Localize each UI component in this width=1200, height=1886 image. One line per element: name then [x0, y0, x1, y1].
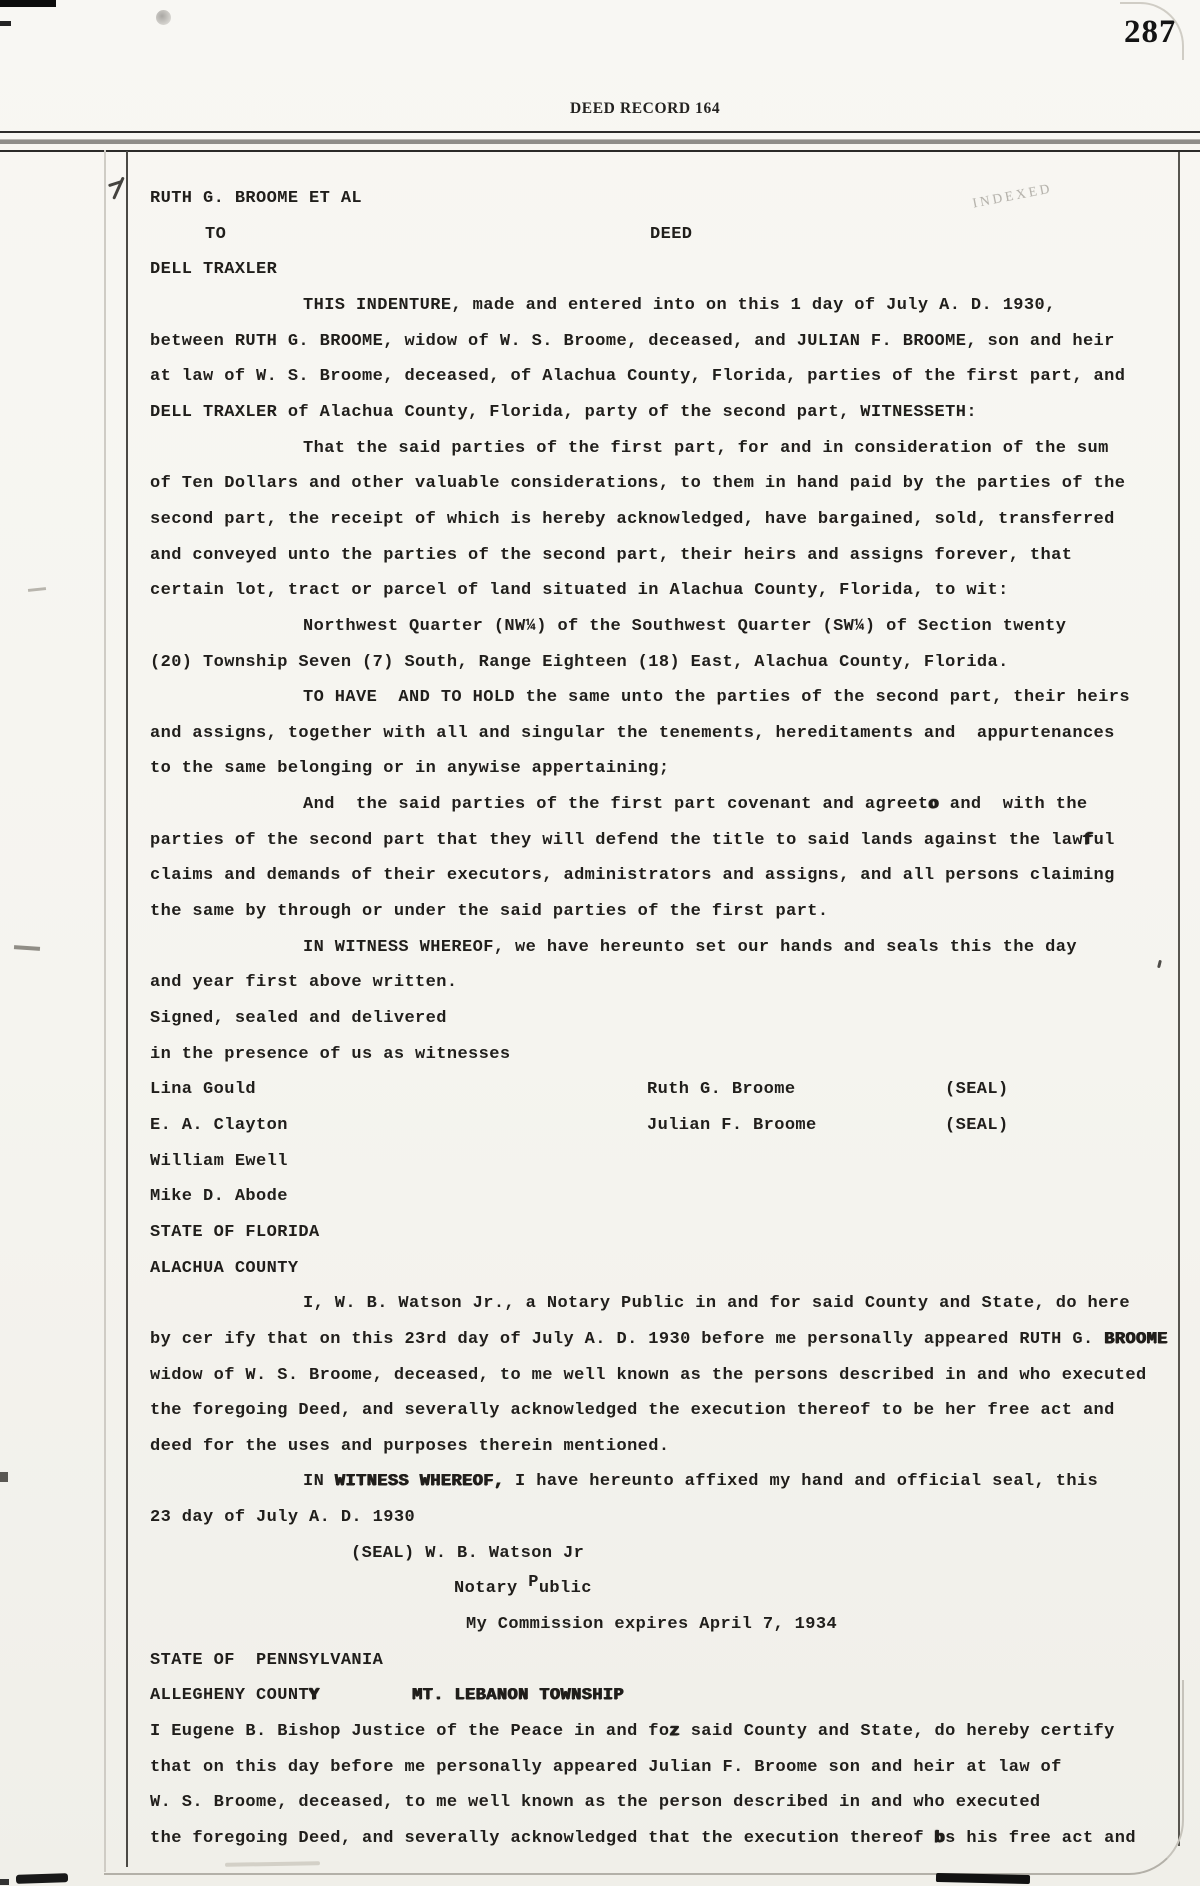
document-line [0, 1437, 1200, 1461]
text-segment: in the presence of us as witnesses [150, 1044, 511, 1064]
document-line [0, 617, 1200, 641]
document-line [0, 688, 1200, 712]
text-segment: MT. LEBANON TOWNSHIP [412, 1686, 625, 1706]
text-segment: and conveyed unto the parties of the second part, their heirs and assigns forever, that [150, 545, 1073, 565]
text-segment: second part, the receipt of which is hereby acknowledged, have bargained, sold, transferred [150, 509, 1115, 529]
document-line [0, 1544, 1200, 1568]
text-segment: Notary Public [454, 1573, 592, 1599]
text-segment: widow of W. S. Broome, deceased, to me well known as the persons described in and who executed [150, 1365, 1147, 1385]
text-segment: the foregoing Deed, and severally acknowledged that the execution thereof bs his free act and [150, 1828, 1136, 1848]
text-segment: Northwest Quarter (NW¼) of the Southwest Quarter (SW¼) of Section twenty [303, 616, 1067, 636]
document-line [0, 225, 1200, 249]
document-line [0, 1573, 1200, 1603]
document-line [0, 510, 1200, 534]
text-segment: W. S. Broome, deceased, to me well known as the person described in and who executed [150, 1793, 1041, 1813]
text-segment: DELL TRAXLER of Alachua County, Florida, party of the second part, WITNESSETH: [150, 402, 977, 422]
text-segment: deed for the uses and purposes therein mentioned. [150, 1436, 670, 1456]
text-segment: between RUTH G. BROOME, widow of W. S. Broome, deceased, and JULIAN F. BROOME, son and heir [150, 331, 1115, 351]
text-segment: THIS INDENTURE, made and entered into on this 1 day of July A. D. 1930, [303, 296, 1056, 315]
document-line [0, 1401, 1200, 1425]
text-segment: E. A. Clayton [150, 1115, 288, 1135]
text-segment: Ruth G. Broome [647, 1080, 796, 1100]
text-segment: and assigns, together with all and singular the tenements, hereditaments and appurtenances [150, 723, 1115, 743]
document-line [0, 1080, 1200, 1104]
text-segment: (SEAL) [945, 1080, 1009, 1100]
document-line [0, 1686, 1200, 1710]
document-line [0, 439, 1200, 463]
document-line [0, 474, 1200, 498]
text-segment: My Commission expires April 7, 1934 [466, 1615, 838, 1634]
document-line [0, 1615, 1200, 1639]
text-segment: at law of W. S. Broome, deceased, of Alachua County, Florida, parties of the first part, and [150, 367, 1126, 387]
document-line [0, 831, 1200, 855]
text-segment: (20) Township Seven (7) South, Range Eighteen (18) East, Alachua County, Florida. [150, 652, 1009, 672]
text-segment: Julian F. Broome [647, 1115, 817, 1135]
document-line [0, 1259, 1200, 1283]
document-line [0, 1187, 1200, 1211]
document-line [0, 1758, 1200, 1782]
document-line [0, 1793, 1200, 1817]
text-segment: Signed, sealed and delivered [150, 1009, 447, 1028]
text-segment: STATE OF PENNSYLVANIA [150, 1650, 384, 1670]
document-line [0, 759, 1200, 783]
text-segment: Lina Gould [150, 1080, 257, 1100]
page-number: 287 [1124, 14, 1177, 50]
document-line [0, 403, 1200, 427]
document-line [0, 260, 1200, 284]
document-line [0, 902, 1200, 926]
text-segment: 23 day of July A. D. 1930 [150, 1508, 416, 1528]
text-segment: William Ewell [150, 1151, 288, 1171]
document-line [0, 938, 1200, 962]
text-segment: certain lot, tract or parcel of land situated in Alachua County, Florida, to wit: [150, 581, 1009, 601]
document-line [0, 1472, 1200, 1496]
text-segment: STATE OF FLORIDA [150, 1222, 320, 1242]
text-segment: IN WITNESS WHEREOF, I have hereunto affixed my hand and official seal, this [303, 1472, 1099, 1492]
text-segment: RUTH G. BROOME ET AL [150, 189, 363, 208]
document-line [0, 653, 1200, 677]
document-line [0, 724, 1200, 748]
text-segment: (SEAL) W. B. Watson Jr [351, 1543, 585, 1563]
text-segment: ALLEGHENY COUNTY [150, 1686, 320, 1706]
document-line [0, 1223, 1200, 1247]
document-line [0, 1366, 1200, 1390]
text-segment: That the said parties of the first part, for and in consideration of the sum [303, 438, 1109, 458]
text-segment: Mike D. Abode [150, 1187, 288, 1207]
document-line [0, 1152, 1200, 1176]
text-segment: I, W. B. Watson Jr., a Notary Public in and for said County and State, do here [303, 1294, 1130, 1314]
document-line [0, 1009, 1200, 1033]
document-line [0, 1116, 1200, 1140]
document-line [0, 1651, 1200, 1675]
text-segment: parties of the second part that they will defend the title to said lands against the lawful [150, 830, 1115, 850]
book-header-title: DEED RECORD 164 [570, 100, 721, 117]
text-segment: TO HAVE AND TO HOLD the same unto the parties of the second part, their heirs [303, 688, 1130, 708]
text-segment: ALACHUA COUNTY [150, 1258, 299, 1278]
document-line [0, 1330, 1200, 1354]
text-segment: the same by through or under the said parties of the first part. [150, 902, 829, 921]
text-segment: And the said parties of the first part covenant and agreeto and with the [303, 795, 1088, 815]
document-line [0, 1045, 1200, 1069]
text-segment: TO [205, 224, 227, 244]
document-line [0, 1829, 1200, 1853]
document-line [0, 367, 1200, 391]
document-line [0, 1722, 1200, 1746]
text-segment: (SEAL) [945, 1115, 1009, 1135]
text-segment: that on this day before me personally appeared Julian F. Broome son and heir at law of [150, 1757, 1062, 1777]
document-line [0, 1294, 1200, 1318]
document-line [0, 189, 1200, 213]
document-line [0, 973, 1200, 997]
document-line [0, 546, 1200, 570]
text-segment: DELL TRAXLER [150, 260, 278, 280]
text-segment: to the same belonging or in anywise appertaining; [150, 759, 670, 779]
text-segment: and year first above written. [150, 973, 458, 993]
document-line [0, 581, 1200, 605]
document-line [0, 795, 1200, 819]
indexed-stamp: INDEXED [971, 180, 1054, 211]
text-segment: of Ten Dollars and other valuable considerations, to them in hand paid by the parties of the [150, 474, 1126, 494]
text-segment: claims and demands of their executors, administrators and assigns, and all persons claiming [150, 866, 1115, 886]
text-segment: IN WITNESS WHEREOF, we have hereunto set our hands and seals this the day [303, 937, 1077, 957]
document-line [0, 866, 1200, 890]
document-line [0, 1508, 1200, 1532]
text-segment: the foregoing Deed, and severally acknowledged the execution thereof to be her free act and [150, 1401, 1115, 1421]
text-segment: DEED [650, 224, 693, 244]
text-segment: by cer ify that on this 23rd day of July A. D. 1930 before me personally appeared RUTH G. BROOME [150, 1329, 1168, 1349]
document-line [0, 332, 1200, 356]
document-line [0, 296, 1200, 320]
text-segment: I Eugene B. Bishop Justice of the Peace in and foz said County and State, do hereby certify [150, 1722, 1115, 1741]
